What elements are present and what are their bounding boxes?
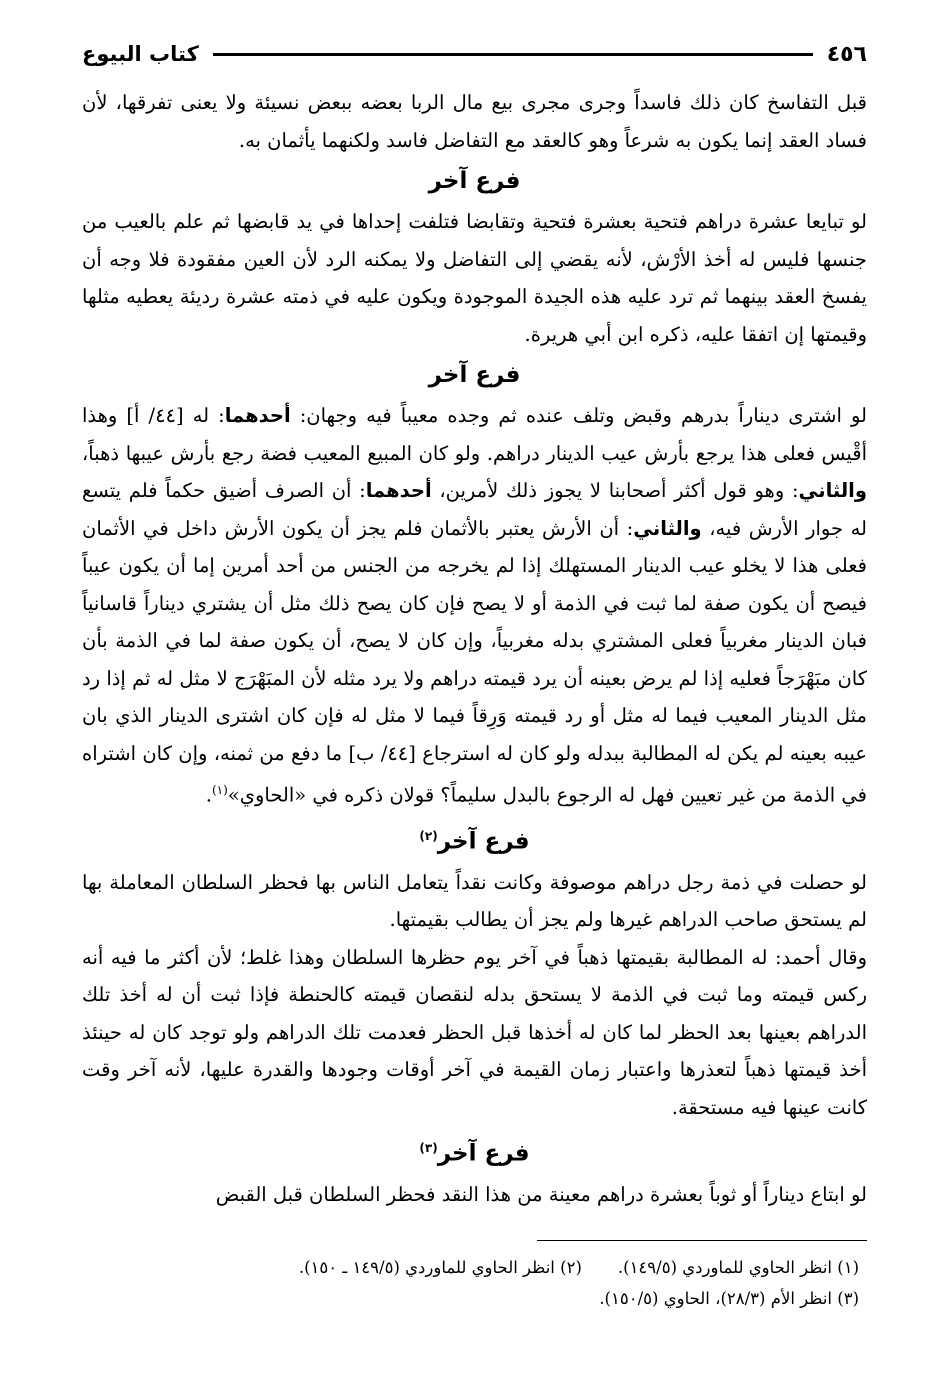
section-4-paragraph: لو ابتاع ديناراً أو ثوباً بعشرة دراهم معينة من هذا النقد فحظر السلطان قبل القبض bbox=[215, 1182, 867, 1206]
section-1-paragraph: لو تبايعا عشرة دراهم فتحية بعشرة فتحية وتقابضا فتلفت إحداها في يد قابضها ثم علم بالعيب من جنسها فليس له أخذ الأرْش، لأنه يقضي إلى التفاضل ولا يمكنه الرد لأن العين مفقودة فلا وجه أن يفسخ العقد بينهما ثم ترد عليه هذه الجيدة الموجودة ويكون عليه في ذمته عشرة رديئة يعطيه مثلها وقيمتها إن اتفقا عليه، ذكره ابن أبي هريرة. bbox=[82, 210, 867, 346]
section-2-text-end: . bbox=[205, 783, 212, 807]
section-heading-3-text: فرع آخر bbox=[437, 828, 530, 855]
page-body bbox=[82, 84, 867, 1213]
running-header bbox=[82, 34, 867, 74]
footnote-ref-3: (٣) bbox=[419, 1141, 438, 1156]
term-first-2: أحدهما bbox=[365, 479, 432, 502]
page-number: ٤٥٦ bbox=[826, 41, 867, 67]
section-2-text-b: : له [٤٤/ أ] وهذا أقْيس فعلى هذا يرجع بأرش عيب الدينار دراهم. ولو كان المبيع المعيب فضة رجع بأرش عيبها ذهباً، bbox=[82, 404, 867, 465]
header-rule bbox=[213, 53, 813, 56]
footnote-3: (٣) انظر الأم (٢٨/٣)، الحاوي (١٥٠/٥). bbox=[599, 1289, 859, 1308]
section-heading-4 bbox=[82, 1130, 867, 1172]
footnote-row bbox=[82, 1283, 859, 1314]
section-2-text-a: لو اشترى ديناراً بدرهم وقبض وتلف عنده ثم وجده معيباً فيه وجهان: bbox=[299, 404, 867, 427]
section-3-paragraph-1: لو حصلت في ذمة رجل دراهم موصوفة وكانت نقداً يتعامل الناس بها فحظر السلطان المعاملة بها لم يستحق صاحب الدراهم غيرها ولم يجز أن يطالب بقيمتها. bbox=[82, 870, 867, 932]
footnotes bbox=[82, 1252, 859, 1314]
section-2-text-e: : أن الأرش يعتبر بالأثمان فلم يجز أن يكون الأرش داخل في الأثمان فعلى هذا لا يخلو عيب الدينار المستهلك إذا لم يخرجه من الجنس من أحد أمرين إما أن يكون عيباً فيصح أن يكون صفة لما ثبت في الذمة أو لا يصح فإن كان يصح ذلك مثل أن يشتري ديناراً قاسانياً فبان الدينار مغربياً فعلى المشتري بدله مغربياً، وإن كان لا يصح، أن يكون صفة لما في الذمة بأن كان مبَهْرَجاً فعليه إذا لم يرض بعينه أن يرد قيمته دراهم ولا يرد مثله لأن المبَهْرَج لا مثل له ثم إذا رد مثل الدينار المعيب فيما له مثل أو رد قيمته وَرِقاً فيما لا مثل له فإن كان اشترى الدينار الذي بان عيبه بعينه لم يكن له المطالبة ببدله ولو كان له استرجاع [٤٤/ ب] ما دفع من ثمنه، وإن كان اشتراه في الذمة من غير تعيين فهل له الرجوع بالبدل سليماً؟ قولان ذكره في «الحاوي» bbox=[82, 516, 868, 807]
term-first: أحدهما bbox=[224, 404, 291, 427]
section-heading-4-text: فرع آخر bbox=[437, 1140, 530, 1167]
term-second: والثاني bbox=[798, 479, 867, 502]
footnote-row bbox=[82, 1252, 859, 1283]
section-heading-2: فرع آخر bbox=[428, 362, 521, 388]
section-2-paragraph bbox=[82, 397, 867, 814]
section-heading-1: فرع آخر bbox=[428, 168, 521, 194]
section-2-text-d: : أن الصرف أضيق حكماً فلم يتسع له جوار الأرش فيه، bbox=[82, 479, 867, 540]
footnote-1: (١) انظر الحاوي للماوردي (١٤٩/٥). bbox=[617, 1258, 859, 1277]
intro-paragraph: قبل التفاسخ كان ذلك فاسداً وجرى مجرى بيع مال الربا بعضه ببعض نسيئة ولا يعنى تفرقها، لأن فساد العقد إنما يكون به شرعاً وهو كالعقد مع التفاضل فاسد ولكنهما يأثمان به. bbox=[82, 91, 867, 152]
section-2-text-c: : وهو قول أكثر أصحابنا لا يجوز ذلك لأمرين، bbox=[439, 479, 799, 502]
footnote-ref-1: (١) bbox=[211, 783, 228, 797]
footnote-2: (٢) انظر الحاوي للماوردي (١٤٩/٥ ـ ١٥٠). bbox=[298, 1258, 582, 1277]
term-second-2: والثاني bbox=[633, 516, 702, 540]
book-title: كتاب البيوع bbox=[82, 42, 199, 66]
footnote-ref-2: (٢) bbox=[419, 829, 438, 843]
footnote-rule bbox=[537, 1240, 867, 1241]
section-heading-3 bbox=[82, 818, 867, 860]
section-3-paragraph-2: وقال أحمد: له المطالبة بقيمتها ذهباً في آخر يوم حظرها السلطان وهذا غلط؛ لأن أكثر ما فيه أنه ركس قيمته وما ثبت في الذمة لا يستحق بدله لنقصان قيمته كالحنطة فإذا ثبت أن له أخذ تلك الدراهم بعينها بعد الحظر لما كان له أخذها قبل الحظر فعدمت تلك الدراهم ولو توجد كان له حينئذ أخذ قيمتها ذهباً لتعذرها واعتبار زمان القيمة في آخر أوقات وجودها والقدرة عليها، لأنه آخر وقت كانت عينها فيه مستحقة. bbox=[82, 945, 867, 1119]
